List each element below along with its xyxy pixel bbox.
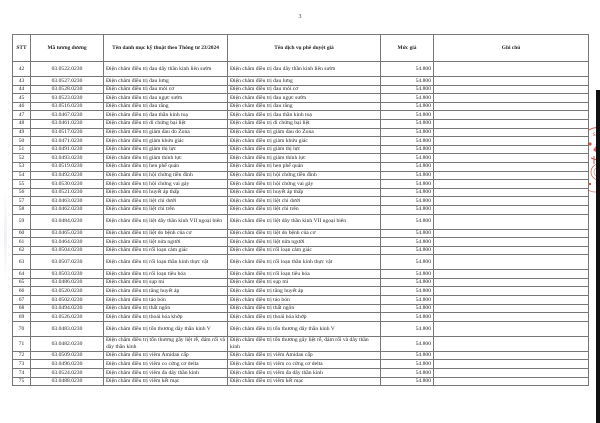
row-service: Điện châm điều trị giảm đau do Zona <box>228 128 381 137</box>
row-note <box>434 336 589 351</box>
row-service: Điện châm điều trị liệt chi trên <box>228 205 381 214</box>
row-stt: 50 <box>13 137 31 146</box>
row-note <box>434 304 589 313</box>
row-code: 03.0523.0230 <box>31 94 104 103</box>
row-stt: 44 <box>13 85 31 94</box>
row-price: 54.800 <box>381 77 434 86</box>
table-row <box>13 77 589 86</box>
table-row <box>13 304 589 313</box>
row-service: Điện châm điều trị thoái hóa khớp <box>228 313 381 322</box>
row-stt: 56 <box>13 188 31 197</box>
table-row <box>13 119 589 128</box>
row-technique: Điện châm điều trị hội chứng tiền đình <box>104 171 228 180</box>
row-price: 54.800 <box>381 214 434 229</box>
row-technique: Điện châm điều trị đau ngực sườn <box>104 94 228 103</box>
table-row <box>13 197 589 206</box>
row-service: Điện châm điều trị liệt dây thần kinh VII ngoại biên <box>228 214 381 229</box>
table-row <box>13 154 589 163</box>
row-code: 03.0467.0230 <box>31 111 104 120</box>
row-technique: Điện châm điều trị thất ngôn <box>104 304 228 313</box>
row-technique: Điện châm điều trị sụp mi <box>104 278 228 287</box>
row-technique: Điện châm điều trị rối loạn cảm giác <box>104 246 228 255</box>
row-code: 03.0528.0230 <box>31 85 104 94</box>
row-note <box>434 188 589 197</box>
table-body <box>13 62 589 386</box>
table-row <box>13 128 589 137</box>
row-note <box>434 94 589 103</box>
row-technique: Điện châm điều trị rối loạn tiêu hóa <box>104 270 228 279</box>
table-row <box>13 111 589 120</box>
row-code: 03.0519.0230 <box>31 162 104 171</box>
row-code: 03.0491.0230 <box>31 145 104 154</box>
row-technique: Điện châm điều trị hội chứng vai gáy <box>104 180 228 189</box>
row-code: 03.0509.0230 <box>31 351 104 360</box>
header-note: Ghi chú <box>434 35 589 62</box>
row-technique: Điện châm điều trị đau dây thần kinh liên sườn <box>104 62 228 77</box>
table-row <box>13 85 589 94</box>
row-technique: Điện châm điều trị liệt dây thần kinh VII ngoại biên <box>104 214 228 229</box>
header-code: Mã tương đương <box>31 35 104 62</box>
row-code: 03.0516.0230 <box>31 102 104 111</box>
row-service: Điện châm điều trị sụp mi <box>228 278 381 287</box>
row-price: 54.800 <box>381 119 434 128</box>
row-stt: 67 <box>13 296 31 305</box>
row-code: 03.0530.0230 <box>31 180 104 189</box>
row-price: 54.800 <box>381 197 434 206</box>
row-stt: 45 <box>13 94 31 103</box>
row-note <box>434 287 589 296</box>
table-row <box>13 278 589 287</box>
row-technique: Điện châm điều trị liệt do bệnh của cơ <box>104 229 228 238</box>
scan-smudge <box>4 190 7 280</box>
table-row <box>13 313 589 322</box>
row-price: 54.800 <box>381 188 434 197</box>
row-price: 54.800 <box>381 377 434 386</box>
row-technique: Điện châm điều trị viêm co cứng cơ delta <box>104 360 228 369</box>
row-price: 54.800 <box>381 313 434 322</box>
row-service: Điện châm điều trị tổn thương gây liệt rễ, đám rối và dây thần kinh <box>228 336 381 351</box>
row-code: 03.0521.0230 <box>31 188 104 197</box>
row-stt: 54 <box>13 171 31 180</box>
row-technique: Điện châm điều trị huyết áp thấp <box>104 188 228 197</box>
table-row <box>13 270 589 279</box>
row-stt: 66 <box>13 287 31 296</box>
svg-text:S: S <box>593 132 596 137</box>
row-stt: 58 <box>13 205 31 214</box>
row-price: 54.800 <box>381 205 434 214</box>
row-technique: Điện châm điều trị hen phế quản <box>104 162 228 171</box>
row-note <box>434 246 589 255</box>
row-note <box>434 85 589 94</box>
row-stt: 74 <box>13 369 31 378</box>
row-code: 03.0461.0230 <box>31 119 104 128</box>
table-row <box>13 246 589 255</box>
row-stt: 61 <box>13 238 31 247</box>
row-note <box>434 229 589 238</box>
row-stt: 57 <box>13 197 31 206</box>
row-technique: Điện châm điều trị giảm thị lực <box>104 145 228 154</box>
row-price: 54.800 <box>381 162 434 171</box>
row-service: Điện châm điều trị viêm kết mạc <box>228 377 381 386</box>
row-note <box>434 77 589 86</box>
table-header-row <box>13 35 589 62</box>
header-technique: Tên danh mục kỹ thuật theo Thông tư 23/2024 <box>104 35 228 62</box>
row-stt: 62 <box>13 246 31 255</box>
row-price: 54.800 <box>381 336 434 351</box>
row-note <box>434 270 589 279</box>
row-price: 54.800 <box>381 171 434 180</box>
row-note <box>434 171 589 180</box>
row-technique: Điện châm điều trị viêm đa dây thần kinh <box>104 369 228 378</box>
table-row <box>13 145 589 154</box>
row-note <box>434 321 589 336</box>
table-row <box>13 162 589 171</box>
table-row <box>13 229 589 238</box>
row-price: 54.800 <box>381 351 434 360</box>
row-code: 03.0486.0230 <box>31 278 104 287</box>
row-note <box>434 313 589 322</box>
row-service: Điện châm điều trị thất ngôn <box>228 304 381 313</box>
row-service: Điện châm điều trị viêm đa dây thần kinh <box>228 369 381 378</box>
table-row <box>13 102 589 111</box>
row-service: Điện châm điều trị viêm Amidan cấp <box>228 351 381 360</box>
table-row <box>13 214 589 229</box>
row-technique: Điện châm điều trị viêm Amidan cấp <box>104 351 228 360</box>
row-technique: Điện châm điều trị tổn thương dây thần kinh V <box>104 321 228 336</box>
row-stt: 60 <box>13 229 31 238</box>
row-code: 03.0462.0230 <box>31 205 104 214</box>
header-service: Tên dịch vụ phê duyệt giá <box>228 35 381 62</box>
row-technique: Điện châm điều trị tăng huyết áp <box>104 287 228 296</box>
row-service: Điện châm điều trị hen phế quản <box>228 162 381 171</box>
row-stt: 70 <box>13 321 31 336</box>
row-stt: 75 <box>13 377 31 386</box>
row-code: 03.0503.0230 <box>31 270 104 279</box>
row-stt: 51 <box>13 145 31 154</box>
row-stt: 69 <box>13 313 31 322</box>
row-note <box>434 180 589 189</box>
row-code: 03.0507.0230 <box>31 255 104 270</box>
row-note <box>434 369 589 378</box>
row-note <box>434 119 589 128</box>
row-technique: Điện châm điều trị di chứng bại liệt <box>104 119 228 128</box>
row-technique: Điện châm điều trị liệt chi dưới <box>104 197 228 206</box>
row-service: Điện châm điều trị giảm thính lực <box>228 154 381 163</box>
table-row <box>13 180 589 189</box>
row-technique: Điện châm điều trị đau mỏi cơ <box>104 85 228 94</box>
row-price: 54.800 <box>381 255 434 270</box>
row-code: 03.0522.0230 <box>31 62 104 77</box>
row-note <box>434 205 589 214</box>
row-service: Điện châm điều trị đau răng <box>228 102 381 111</box>
row-note <box>434 296 589 305</box>
row-service: Điện châm điều trị đau thần kinh toạ <box>228 111 381 120</box>
header-price: Mức giá <box>381 35 434 62</box>
row-note <box>434 360 589 369</box>
row-note <box>434 62 589 77</box>
row-price: 54.800 <box>381 229 434 238</box>
row-note <box>434 102 589 111</box>
table-row <box>13 296 589 305</box>
table-row <box>13 336 589 351</box>
row-price: 54.800 <box>381 287 434 296</box>
page-number: 3 <box>298 14 302 20</box>
row-price: 54.800 <box>381 360 434 369</box>
row-stt: 52 <box>13 154 31 163</box>
row-technique: Điện châm điều trị đau thần kinh toạ <box>104 111 228 120</box>
row-stt: 71 <box>13 336 31 351</box>
row-note <box>434 137 589 146</box>
row-code: 03.0471.0230 <box>31 137 104 146</box>
row-code: 03.0524.0230 <box>31 369 104 378</box>
row-service: Điện châm điều trị đau ngực sườn <box>228 94 381 103</box>
row-technique: Điện châm điều trị liệt nửa người <box>104 238 228 247</box>
row-stt: 64 <box>13 270 31 279</box>
row-price: 54.800 <box>381 304 434 313</box>
row-service: Điện châm điều trị liệt nửa người <box>228 238 381 247</box>
row-note <box>434 111 589 120</box>
row-service: Điện châm điều trị di chứng bại liệt <box>228 119 381 128</box>
row-technique: Điện châm điều trị thoái hóa khớp <box>104 313 228 322</box>
table-row <box>13 188 589 197</box>
row-code: 03.0502.0230 <box>31 296 104 305</box>
row-price: 54.800 <box>381 321 434 336</box>
row-price: 54.800 <box>381 145 434 154</box>
row-service: Điện châm điều trị liệt do bệnh của cơ <box>228 229 381 238</box>
row-technique: Điện châm điều trị giảm khứu giác <box>104 137 228 146</box>
price-table <box>12 34 589 386</box>
row-price: 54.800 <box>381 296 434 305</box>
row-note <box>434 162 589 171</box>
row-technique: Điện châm điều trị liệt chi trên <box>104 205 228 214</box>
row-service: Điện châm điều trị hội chứng vai gáy <box>228 180 381 189</box>
row-service: Điện châm điều trị đau mỏi cơ <box>228 85 381 94</box>
row-code: 03.0494.0230 <box>31 304 104 313</box>
table-row <box>13 171 589 180</box>
row-price: 54.800 <box>381 369 434 378</box>
row-service: Điện châm điều trị viêm co cứng cơ delta <box>228 360 381 369</box>
table-row <box>13 369 589 378</box>
row-service: Điện châm điều trị đau lưng <box>228 77 381 86</box>
row-price: 54.800 <box>381 180 434 189</box>
row-price: 54.800 <box>381 137 434 146</box>
row-technique: Điện châm điều trị đau lưng <box>104 77 228 86</box>
row-stt: 65 <box>13 278 31 287</box>
row-stt: 53 <box>13 162 31 171</box>
row-technique: Điện châm điều trị rối loạn thần kinh thực vật <box>104 255 228 270</box>
table-row <box>13 321 589 336</box>
table-row <box>13 238 589 247</box>
row-code: 03.0526.0230 <box>31 313 104 322</box>
row-service: Điện châm điều trị hội chứng tiền đình <box>228 171 381 180</box>
row-code: 03.0504.0230 <box>31 246 104 255</box>
scan-edge-shadow <box>596 90 600 423</box>
row-price: 54.800 <box>381 238 434 247</box>
row-price: 54.800 <box>381 102 434 111</box>
row-stt: 68 <box>13 304 31 313</box>
row-note <box>434 351 589 360</box>
table-row <box>13 62 589 77</box>
table-row <box>13 351 589 360</box>
row-technique: Điện châm điều trị giảm đau do Zona <box>104 128 228 137</box>
row-technique: Điện châm điều trị tổn thương gây liệt rễ, đám rối và dây thần kinh <box>104 336 228 351</box>
row-service: Điện châm điều trị giảm thị lực <box>228 145 381 154</box>
row-code: 03.0496.0230 <box>31 360 104 369</box>
table-row <box>13 377 589 386</box>
row-code: 03.0488.0230 <box>31 377 104 386</box>
row-service: Điện châm điều trị liệt chi dưới <box>228 197 381 206</box>
row-note <box>434 238 589 247</box>
row-service: Điện châm điều trị đau dây thần kinh liên sườn <box>228 62 381 77</box>
row-service: Điện châm điều trị táo bón <box>228 296 381 305</box>
row-price: 54.800 <box>381 278 434 287</box>
row-service: Điện châm điều trị rối loạn cảm giác <box>228 246 381 255</box>
row-code: 03.0493.0230 <box>31 154 104 163</box>
row-code: 03.0517.0230 <box>31 128 104 137</box>
row-service: Điện châm điều trị huyết áp thấp <box>228 188 381 197</box>
row-price: 54.800 <box>381 85 434 94</box>
row-price: 54.800 <box>381 246 434 255</box>
row-stt: 47 <box>13 111 31 120</box>
row-stt: 46 <box>13 102 31 111</box>
row-code: 03.0527.0230 <box>31 77 104 86</box>
row-service: Điện châm điều trị giảm khứu giác <box>228 137 381 146</box>
row-price: 54.800 <box>381 270 434 279</box>
row-note <box>434 154 589 163</box>
row-note <box>434 214 589 229</box>
row-stt: 55 <box>13 180 31 189</box>
row-stt: 42 <box>13 62 31 77</box>
row-code: 03.0463.0230 <box>31 197 104 206</box>
table-row <box>13 137 589 146</box>
row-service: Điện châm điều trị rối loạn tiêu hóa <box>228 270 381 279</box>
row-note <box>434 128 589 137</box>
row-code: 03.0464.0230 <box>31 238 104 247</box>
row-stt: 72 <box>13 351 31 360</box>
row-code: 03.0465.0230 <box>31 229 104 238</box>
row-code: 03.0520.0230 <box>31 287 104 296</box>
row-note <box>434 278 589 287</box>
row-price: 54.800 <box>381 111 434 120</box>
row-code: 03.0482.0230 <box>31 336 104 351</box>
row-code: 03.0484.0230 <box>31 214 104 229</box>
row-note <box>434 145 589 154</box>
table-row <box>13 287 589 296</box>
row-note <box>434 197 589 206</box>
table-row <box>13 205 589 214</box>
row-stt: 73 <box>13 360 31 369</box>
row-service: Điện châm điều trị rối loạn thần kinh thực vật <box>228 255 381 270</box>
row-note <box>434 255 589 270</box>
row-price: 54.800 <box>381 154 434 163</box>
row-price: 54.800 <box>381 128 434 137</box>
header-stt: STT <box>13 35 31 62</box>
row-stt: 49 <box>13 128 31 137</box>
row-price: 54.800 <box>381 94 434 103</box>
row-technique: Điện châm điều trị táo bón <box>104 296 228 305</box>
table-row <box>13 94 589 103</box>
table-row <box>13 255 589 270</box>
row-service: Điện châm điều trị tổn thương dây thần kinh V <box>228 321 381 336</box>
row-note <box>434 377 589 386</box>
row-stt: 48 <box>13 119 31 128</box>
row-code: 03.0483.0230 <box>31 321 104 336</box>
row-technique: Điện châm điều trị giảm thính lực <box>104 154 228 163</box>
row-price: 54.800 <box>381 62 434 77</box>
row-stt: 43 <box>13 77 31 86</box>
row-code: 03.0492.0230 <box>31 171 104 180</box>
row-service: Điện châm điều trị tăng huyết áp <box>228 287 381 296</box>
row-stt: 59 <box>13 214 31 229</box>
table-row <box>13 360 589 369</box>
row-technique: Điện châm điều trị đau răng <box>104 102 228 111</box>
row-technique: Điện châm điều trị viêm kết mạc <box>104 377 228 386</box>
row-stt: 63 <box>13 255 31 270</box>
